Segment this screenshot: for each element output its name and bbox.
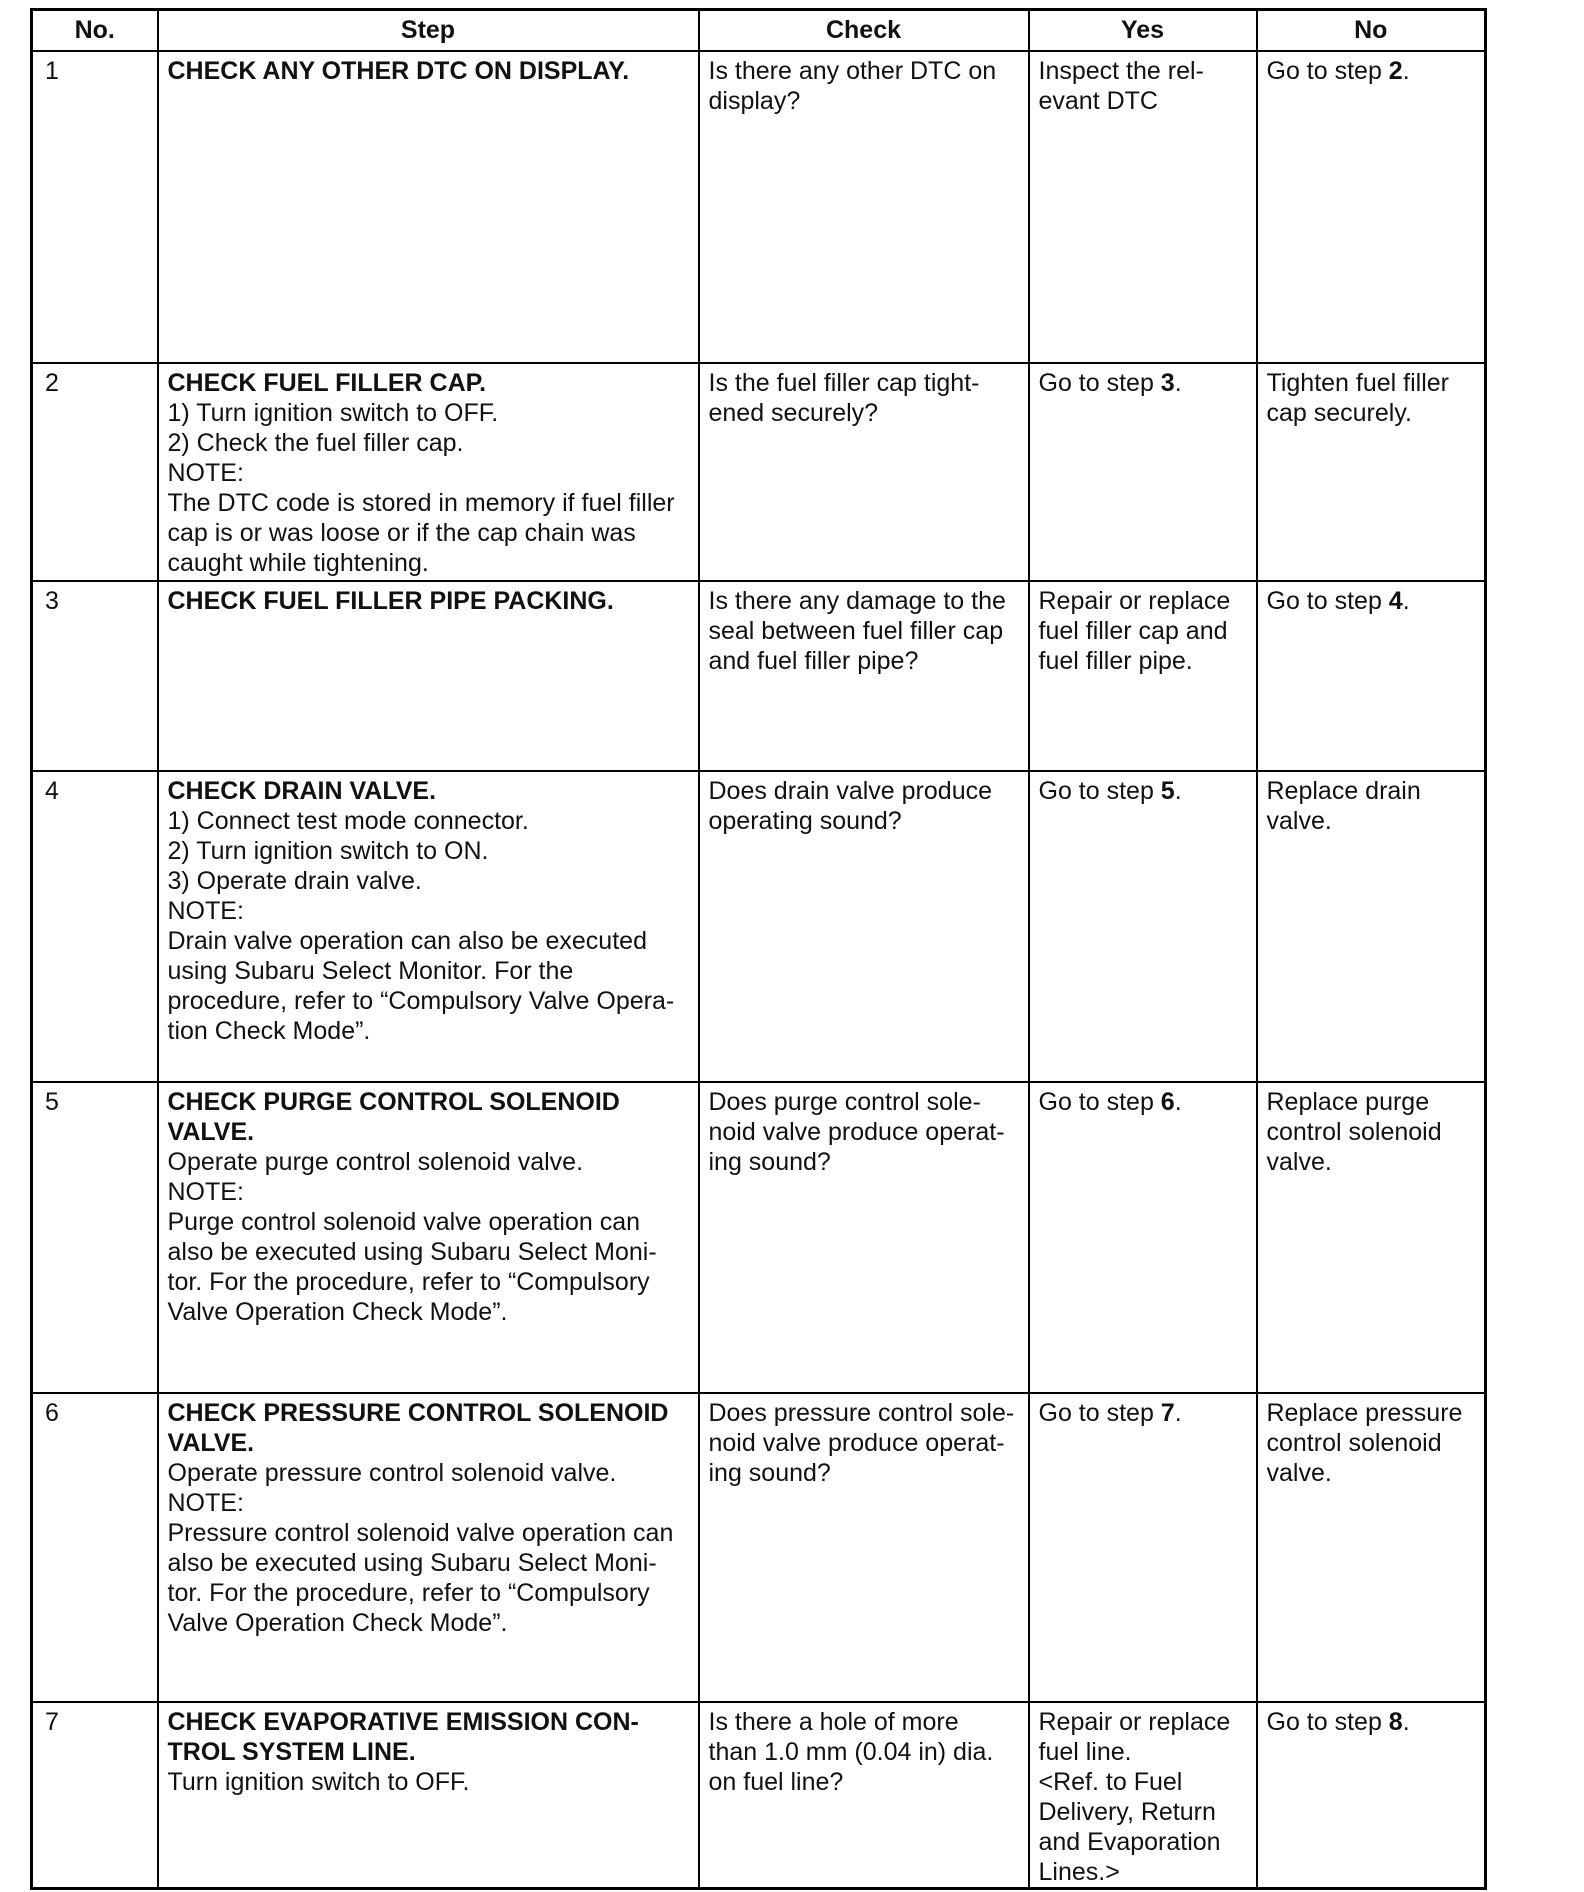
check-cell <box>699 363 1029 581</box>
goto-step-number: 4 <box>1388 586 1403 615</box>
diagnostic-table <box>30 8 1487 1890</box>
goto-suffix: . <box>1402 586 1410 615</box>
step-title: CHECK ANY OTHER DTC ON DISPLAY. <box>167 56 630 85</box>
step-number: 5 <box>32 1082 158 1393</box>
table-row <box>32 1393 1486 1702</box>
step-number: 3 <box>32 581 158 771</box>
no-cell <box>1257 363 1486 581</box>
step-title: CHECK DRAIN VALVE. <box>167 776 437 805</box>
yes-action <box>1039 368 1250 398</box>
check-question: Is there any other DTC on display? <box>708 56 997 115</box>
header-step: Step <box>158 10 699 51</box>
check-question: Does pressure control sole- noid valve produce operat- ing sound? <box>708 1398 1015 1487</box>
table-row <box>32 363 1486 581</box>
goto-suffix: . <box>1174 1398 1182 1427</box>
no-cell <box>1257 1393 1486 1702</box>
goto-prefix: Go to step <box>1266 586 1389 615</box>
no-cell <box>1257 1082 1486 1393</box>
table-row <box>32 1082 1486 1393</box>
yes-action <box>1039 776 1250 806</box>
check-question: Is there a hole of more than 1.0 mm (0.04 in) dia. on fuel line? <box>708 1707 994 1796</box>
step-number: 7 <box>32 1702 158 1889</box>
goto-suffix: . <box>1402 56 1410 85</box>
yes-action: Repair or replace fuel filler cap and fuel filler pipe. <box>1038 586 1231 675</box>
goto-step-number: 7 <box>1160 1398 1175 1427</box>
goto-step-number: 3 <box>1160 368 1175 397</box>
step-cell <box>158 1393 699 1702</box>
step-instructions: 1) Connect test mode connector. 2) Turn ignition switch to ON. 3) Operate drain valve. NOTE: Drain valve operation can also be executed using Subaru Select Monitor. For the procedure, refer to “Compulsory Valve Opera- tion Check Mode”. <box>167 806 675 1045</box>
goto-prefix: Go to step <box>1038 1087 1161 1116</box>
table-row <box>32 51 1486 363</box>
goto-suffix: . <box>1174 776 1182 805</box>
step-instructions: 1) Turn ignition switch to OFF. 2) Check the fuel filler cap. NOTE: The DTC code is stored in memory if fuel filler cap is or was loose or if the cap chain was caught while tightening. <box>167 398 675 577</box>
yes-action <box>1039 1398 1250 1428</box>
check-cell <box>699 771 1029 1082</box>
goto-step-number: 8 <box>1388 1707 1403 1736</box>
check-cell <box>699 1702 1029 1889</box>
no-action <box>1267 586 1479 616</box>
yes-cell <box>1029 1082 1257 1393</box>
step-number: 1 <box>32 51 158 363</box>
goto-suffix: . <box>1402 1707 1410 1736</box>
step-title: CHECK PURGE CONTROL SOLENOID VALVE. <box>167 1087 620 1146</box>
no-action: Tighten fuel filler cap securely. <box>1266 368 1449 427</box>
yes-cell <box>1029 51 1257 363</box>
step-title: CHECK PRESSURE CONTROL SOLENOID VALVE. <box>167 1398 669 1457</box>
goto-step-number: 6 <box>1160 1087 1175 1116</box>
step-instructions: Operate purge control solenoid valve. NOTE: Purge control solenoid valve operation can also be executed using Subaru Select Moni- tor. For the procedure, refer to “Compulsory Valve Operation Check Mode”. <box>167 1147 657 1326</box>
no-cell <box>1257 1702 1486 1889</box>
no-cell <box>1257 581 1486 771</box>
goto-suffix: . <box>1174 1087 1182 1116</box>
no-action: Replace purge control solenoid valve. <box>1266 1087 1442 1176</box>
table-row <box>32 581 1486 771</box>
yes-action <box>1039 1087 1250 1117</box>
step-title: CHECK EVAPORATIVE EMISSION CON- TROL SYSTEM LINE. <box>167 1707 639 1766</box>
goto-prefix: Go to step <box>1038 368 1161 397</box>
check-cell <box>699 581 1029 771</box>
goto-prefix: Go to step <box>1038 1398 1161 1427</box>
check-cell <box>699 1082 1029 1393</box>
header-no: No <box>1257 10 1486 51</box>
step-number: 4 <box>32 771 158 1082</box>
header-yes: Yes <box>1029 10 1257 51</box>
check-cell <box>699 51 1029 363</box>
step-cell <box>158 363 699 581</box>
goto-prefix: Go to step <box>1266 1707 1389 1736</box>
goto-step-number: 5 <box>1160 776 1175 805</box>
check-question: Is the fuel filler cap tight- ened securely? <box>708 368 980 427</box>
goto-suffix: . <box>1174 368 1182 397</box>
table-row <box>32 771 1486 1082</box>
table-row <box>32 1702 1486 1889</box>
yes-cell <box>1029 771 1257 1082</box>
yes-cell <box>1029 581 1257 771</box>
no-action <box>1267 56 1479 86</box>
step-cell <box>158 1082 699 1393</box>
step-cell <box>158 581 699 771</box>
check-question: Does purge control sole- noid valve produce operat- ing sound? <box>708 1087 1005 1176</box>
table-header-row <box>32 10 1486 51</box>
yes-cell <box>1029 1393 1257 1702</box>
goto-prefix: Go to step <box>1266 56 1389 85</box>
check-cell <box>699 1393 1029 1702</box>
step-number: 6 <box>32 1393 158 1702</box>
step-number: 2 <box>32 363 158 581</box>
diagnostic-table-sheet <box>30 8 1487 1890</box>
step-instructions: Operate pressure control solenoid valve. NOTE: Pressure control solenoid valve operation can also be executed using Subaru Select Moni- tor. For the procedure, refer to “Compulsory Valve Operation Check Mode”. <box>167 1458 674 1637</box>
yes-action: Repair or replace fuel line. <Ref. to Fuel Delivery, Return and Evaporation Lines.> <box>1038 1707 1231 1886</box>
step-instructions: Turn ignition switch to OFF. <box>167 1767 470 1796</box>
step-cell <box>158 771 699 1082</box>
no-action: Replace drain valve. <box>1266 776 1421 835</box>
goto-step-number: 2 <box>1388 56 1403 85</box>
no-action <box>1267 1707 1479 1737</box>
step-cell <box>158 51 699 363</box>
check-question: Is there any damage to the seal between fuel filler cap and fuel filler pipe? <box>708 586 1006 675</box>
check-question: Does drain valve produce operating sound? <box>708 776 992 835</box>
step-cell <box>158 1702 699 1889</box>
no-cell <box>1257 51 1486 363</box>
yes-action: Inspect the rel- evant DTC <box>1038 56 1204 115</box>
goto-prefix: Go to step <box>1038 776 1161 805</box>
header-number: No. <box>32 10 158 51</box>
no-cell <box>1257 771 1486 1082</box>
no-action: Replace pressure control solenoid valve. <box>1266 1398 1463 1487</box>
yes-cell <box>1029 363 1257 581</box>
header-check: Check <box>699 10 1029 51</box>
step-title: CHECK FUEL FILLER PIPE PACKING. <box>167 586 614 615</box>
step-title: CHECK FUEL FILLER CAP. <box>167 368 487 397</box>
yes-cell <box>1029 1702 1257 1889</box>
